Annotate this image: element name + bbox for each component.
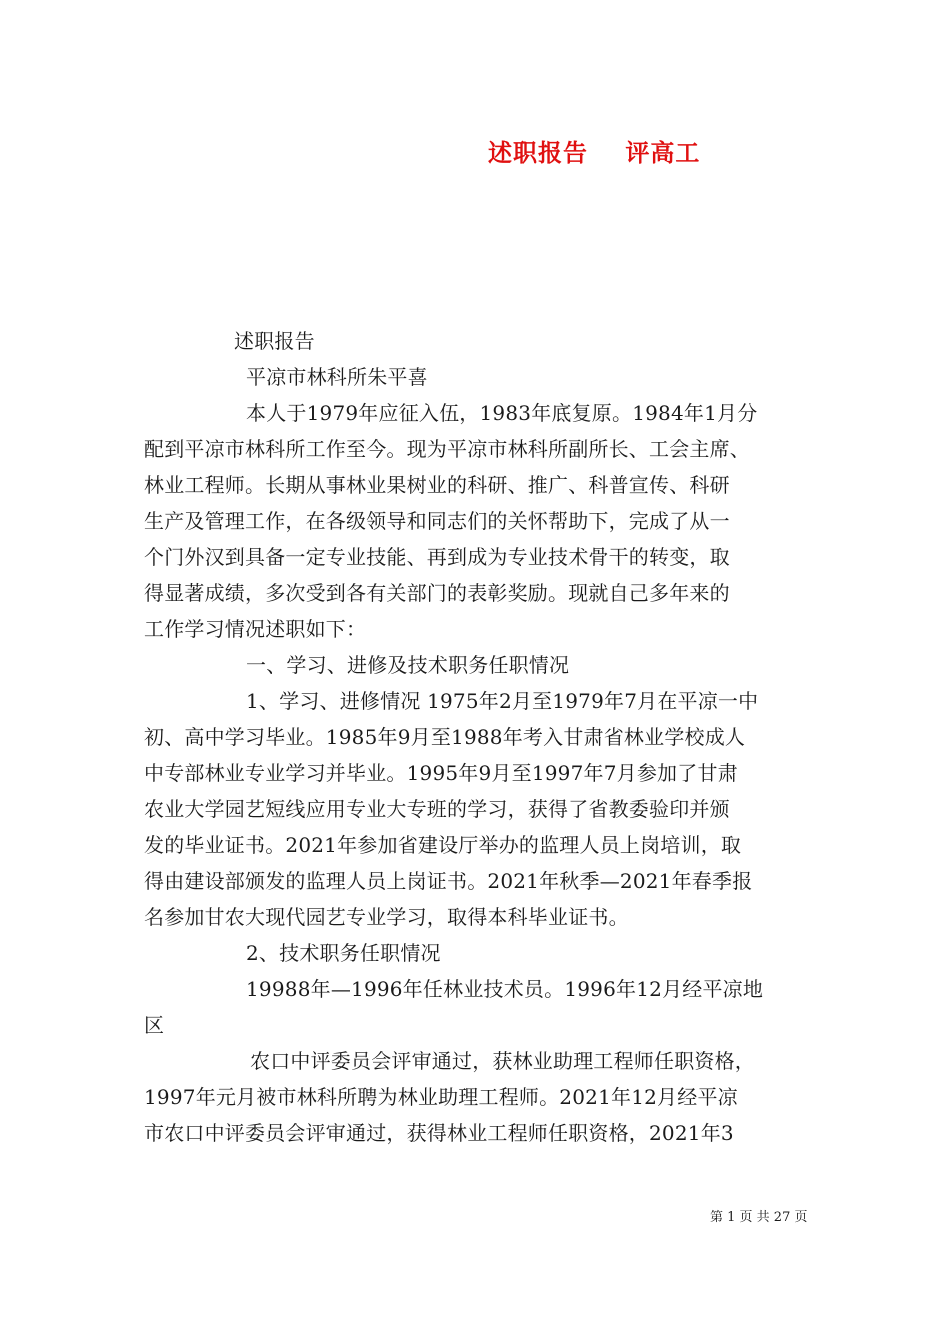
paragraph-line: 19988年—1996年任林业技术员。1996年12月经平凉地	[246, 977, 764, 1001]
paragraph-line: 名参加甘农大现代园艺专业学习，取得本科毕业证书。	[144, 905, 629, 929]
paragraph-line: 个门外汉到具备一定专业技能、再到成为专业技术骨干的转变，取	[144, 545, 730, 569]
paragraph-line: 1、学习、进修情况 1975年2月至1979年7月在平凉一中	[246, 689, 759, 713]
paragraph-line: 林业工程师。长期从事林业果树业的科研、推广、科普宣传、科研	[144, 473, 730, 497]
paragraph-line: 得显著成绩，多次受到各有关部门的表彰奖励。现就自己多年来的	[144, 581, 730, 605]
page-title: 述职报告 评高工	[488, 138, 701, 167]
paragraph-line: 生产及管理工作，在各级领导和同志们的关怀帮助下，完成了从一	[144, 509, 730, 533]
report-heading: 述职报告	[234, 329, 315, 353]
paragraph-line: 发的毕业证书。2021年参加省建设厅举办的监理人员上岗培训，取	[144, 833, 742, 857]
paragraph-line: 区	[144, 1013, 165, 1037]
paragraph-line: 初、高中学习毕业。1985年9月至1988年考入甘肃省林业学校成人	[144, 725, 746, 749]
author-line: 平凉市林科所朱平喜	[246, 365, 428, 389]
paragraph-line: 得由建设部颁发的监理人员上岗证书。2021年秋季—2021年春季报	[144, 869, 753, 893]
paragraph-line: 工作学习情况述职如下：	[144, 617, 367, 641]
paragraph-line: 农口中评委员会评审通过，获林业助理工程师任职资格，	[250, 1049, 755, 1073]
subsection-heading: 2、技术职务任职情况	[246, 941, 441, 965]
paragraph-line: 农业大学园艺短线应用专业大专班的学习，获得了省教委验印并颁	[144, 797, 730, 821]
section-heading: 一、学习、进修及技术职务任职情况	[246, 653, 570, 677]
paragraph-line: 市农口中评委员会评审通过，获得林业工程师任职资格，2021年3	[144, 1121, 734, 1145]
paragraph-line: 中专部林业专业学习并毕业。1995年9月至1997年7月参加了甘肃	[144, 761, 738, 785]
paragraph-line: 1997年元月被市林科所聘为林业助理工程师。2021年12月经平凉	[144, 1085, 738, 1109]
page-footer: 第 1 页 共 27 页	[710, 1210, 808, 1225]
paragraph-line: 本人于1979年应征入伍，1983年底复原。1984年1月分	[246, 401, 758, 425]
paragraph-line: 配到平凉市林科所工作至今。现为平凉市林科所副所长、工会主席、	[144, 437, 750, 461]
